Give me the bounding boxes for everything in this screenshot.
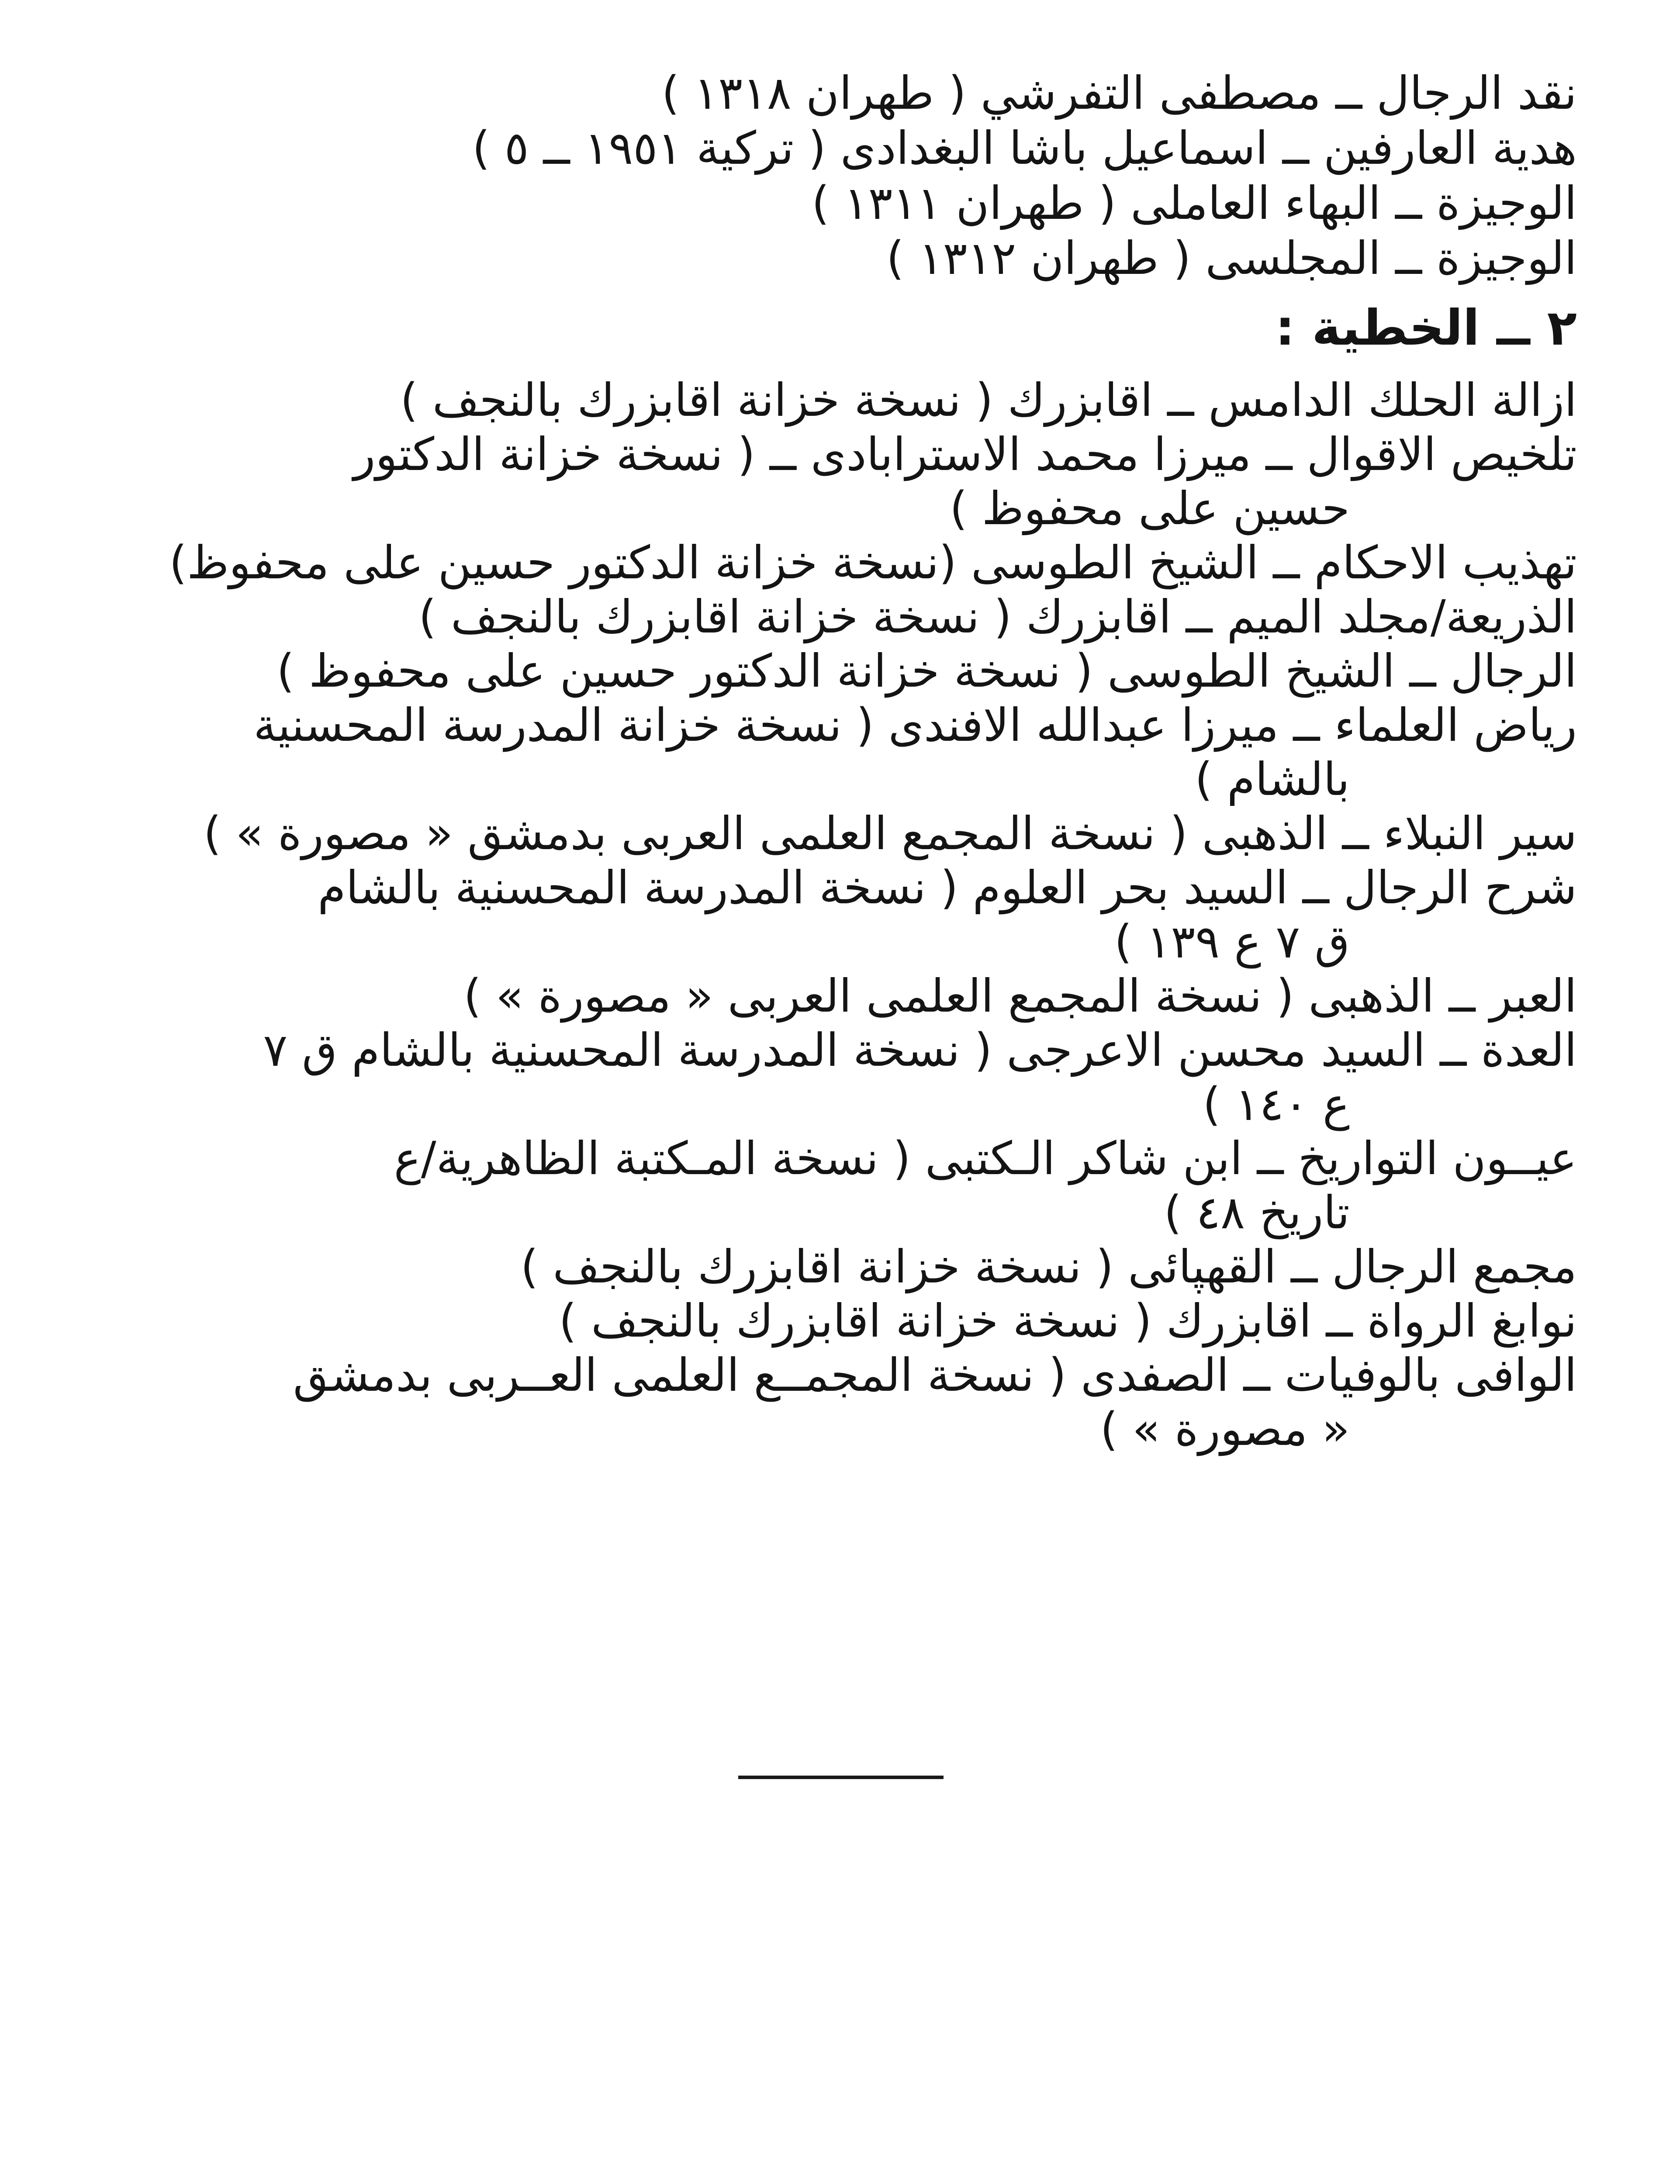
list-item bbox=[100, 860, 1577, 969]
list-item bbox=[100, 536, 1577, 590]
entry-line: العدة ــ السيد محسن الاعرجى ( نسخة المدرسة المحسنية بالشام ق ٧ bbox=[263, 1023, 1577, 1077]
list-item bbox=[100, 1294, 1577, 1348]
entry-line: تهذيب الاحكام ــ الشيخ الطوسى (نسخة خزانة الدكتور حسين على محفوظ) bbox=[169, 536, 1577, 589]
entry-line: شرح الرجال ــ السيد بحر العلوم ( نسخة المدرسة المحسنية بالشام bbox=[318, 861, 1577, 914]
entry-line: رياض العلماء ــ ميرزا عبدالله الافندى ( نسخة خزانة المدرسة المحسنية bbox=[253, 698, 1577, 752]
list-item bbox=[100, 1131, 1577, 1240]
list-item bbox=[100, 969, 1577, 1023]
manuscript-sources-list bbox=[100, 373, 1577, 1456]
entry-line: العبر ــ الذهبى ( نسخة المجمع العلمى العربى « مصورة » ) bbox=[463, 969, 1577, 1023]
source-line: نقد الرجال ــ مصطفى التفرشي ( طهران ١٣١٨ ) bbox=[661, 66, 1577, 120]
list-item bbox=[100, 590, 1577, 644]
entry-line: الذريعة/مجلد الميم ــ اقابزرك ( نسخة خزانة اقابزرك بالنجف ) bbox=[418, 590, 1577, 643]
source-line: الوجيزة ــ البهاء العاملى ( طهران ١٣١١ ) bbox=[812, 176, 1577, 230]
entry-continuation-line: حسين على محفوظ ) bbox=[950, 482, 1350, 535]
list-item bbox=[100, 644, 1577, 698]
entry-line: نوابغ الرواة ــ اقابزرك ( نسخة خزانة اقابزرك بالنجف ) bbox=[559, 1294, 1577, 1348]
printed-sources-list bbox=[100, 66, 1577, 286]
list-item bbox=[100, 427, 1577, 536]
entry-line: سير النبلاء ــ الذهبى ( نسخة المجمع العلمى العربى بدمشق « مصورة » ) bbox=[203, 807, 1577, 860]
section-heading: ٢ ــ الخطية : bbox=[1275, 300, 1577, 356]
entry-continuation-line: ع ١٤٠ ) bbox=[1203, 1078, 1350, 1131]
entry-continuation-line: تاريخ ٤٨ ) bbox=[1164, 1186, 1350, 1239]
list-item bbox=[100, 373, 1577, 427]
entry-line: تلخيص الاقوال ــ ميرزا محمد الاسترابادى ــ ( نسخة خزانة الدكتور bbox=[353, 428, 1577, 481]
list-item bbox=[100, 1023, 1577, 1131]
entry-line: عيــون التواريخ ــ ابن شاكر الـكتبى ( نسخة المـكتبة الظاهرية/ع bbox=[394, 1132, 1577, 1185]
entry-continuation-line: بالشام ) bbox=[1195, 753, 1350, 806]
source-line: هدية العارفين ــ اسماعيل باشا البغدادى ( تركية ١٩٥١ ــ ٥ ) bbox=[472, 121, 1577, 175]
list-item bbox=[100, 806, 1577, 860]
entry-line: مجمع الرجال ــ القهپائى ( نسخة خزانة اقابزرك بالنجف ) bbox=[520, 1240, 1577, 1293]
text-column bbox=[100, 66, 1577, 1456]
source-line: الوجيزة ــ المجلسى ( طهران ١٣١٢ ) bbox=[886, 232, 1577, 285]
entry-line: ازالة الحلك الدامس ــ اقابزرك ( نسخة خزانة اقابزرك بالنجف ) bbox=[400, 373, 1577, 427]
entry-line: الوافى بالوفيات ــ الصفدى ( نسخة المجمــع العلمى العــربى بدمشق bbox=[293, 1348, 1577, 1402]
list-item bbox=[100, 1240, 1577, 1294]
list-item bbox=[100, 1348, 1577, 1456]
list-item bbox=[100, 698, 1577, 806]
entry-continuation-line: ق ٧ ع ١٣٩ ) bbox=[1114, 915, 1350, 968]
section-divider bbox=[738, 1776, 944, 1779]
entry-continuation-line: « مصورة » ) bbox=[1100, 1403, 1350, 1456]
entry-line: الرجال ــ الشيخ الطوسى ( نسخة خزانة الدكتور حسين على محفوظ ) bbox=[277, 644, 1577, 698]
